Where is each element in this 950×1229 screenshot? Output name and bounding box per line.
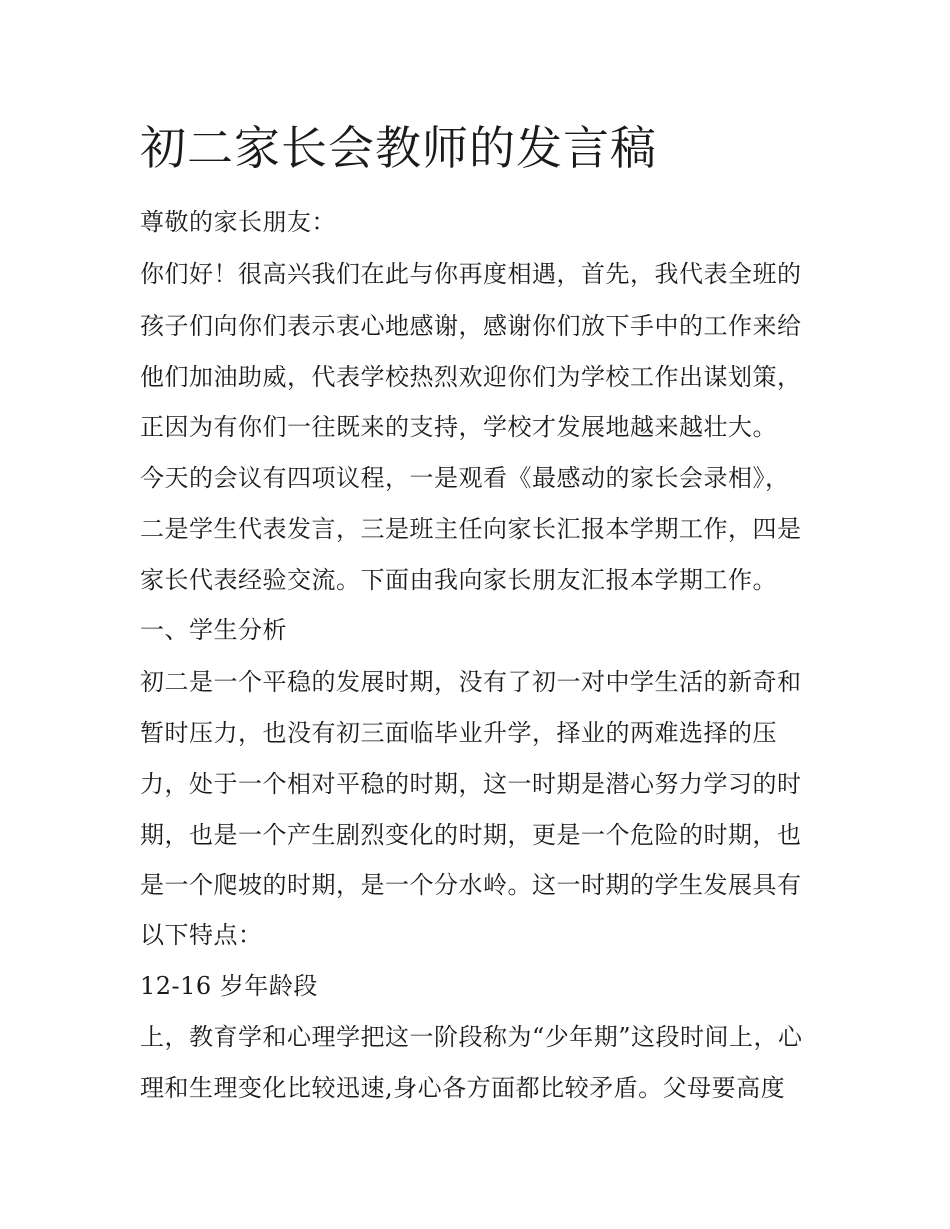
paragraph-line: 力，处于一个相对平稳的时期，这一时期是潜心努力学习的时: [140, 770, 802, 798]
paragraph-line: 以下特点：: [140, 921, 263, 949]
paragraph-line: 家长代表经验交流。下面由我向家长朋友汇报本学期工作。: [140, 566, 777, 594]
section-heading: 一、学生分析: [140, 616, 287, 644]
paragraph-line: 暂时压力，也没有初三面临毕业升学，择业的两难选择的压: [140, 719, 777, 747]
paragraph-line: 理和生理变化比较迅速,身心各方面都比较矛盾。父母要高度: [140, 1074, 786, 1102]
paragraph-line: 是一个爬坡的时期，是一个分水岭。这一时期的学生发展具有: [140, 871, 802, 899]
paragraph-line: 他们加油助威，代表学校热烈欢迎你们为学校工作出谋划策，: [140, 363, 802, 391]
paragraph-line: 你们好！很高兴我们在此与你再度相遇，首先，我代表全班的: [140, 260, 802, 288]
salutation: 尊敬的家长朋友：: [140, 208, 336, 236]
paragraph-line: 二是学生代表发言，三是班主任向家长汇报本学期工作，四是: [140, 515, 802, 543]
paragraph-line: 12-16 岁年龄段: [140, 972, 318, 1000]
paragraph-line: 正因为有你们一往既来的支持，学校才发展地越来越壮大。: [140, 413, 777, 441]
paragraph-line: 上，教育学和心理学把这一阶段称为“少年期”这段时间上，心: [140, 1023, 803, 1051]
paragraph-line: 今天的会议有四项议程，一是观看《最感动的家长会录相》，: [140, 464, 790, 492]
document-title: 初二家长会教师的发言稿: [140, 121, 657, 175]
paragraph-line: 初二是一个平稳的发展时期，没有了初一对中学生活的新奇和: [140, 668, 802, 696]
paragraph-line: 期，也是一个产生剧烈变化的时期，更是一个危险的时期，也: [140, 821, 802, 849]
paragraph-line: 孩子们向你们表示衷心地感谢，感谢你们放下手中的工作来给: [140, 312, 802, 340]
